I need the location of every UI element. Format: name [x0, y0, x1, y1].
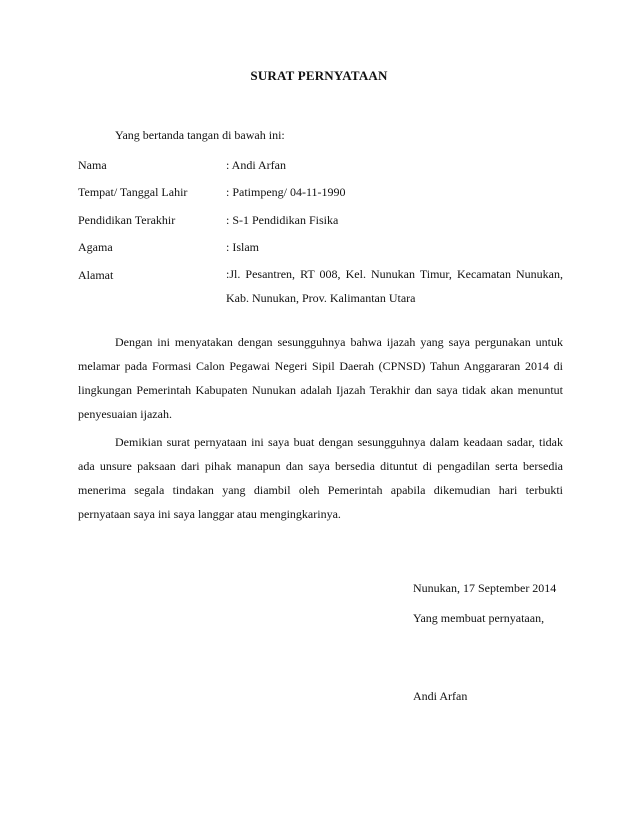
field-label-pendidikan: Pendidikan Terakhir — [78, 213, 176, 227]
document-title: SURAT PERNYATAAN — [250, 68, 388, 83]
field-value-agama: : Islam — [226, 240, 259, 254]
field-value-alamat: :Jl. Pesantren, RT 008, Kel. Nunukan Timur, Kecamatan Nunukan, Kab. Nunukan, Prov. Kalimantan Utara — [226, 267, 563, 305]
signatory-name: Andi Arfan — [413, 689, 468, 703]
closing-paragraph: Demikian surat pernyataan ini saya buat dengan sesungguhnya dalam keadaan sadar, tidak ada unsure paksaan dari pihak manapun dan saya bersedia dituntut di pengadilan serta bersedia menerima segala tindakan yang diambil oleh Pemerintah apabila dikemudian hari terbukti pernyataan saya ini saya langgar atau mengingkarinya. — [78, 435, 563, 521]
field-value-nama: : Andi Arfan — [226, 158, 286, 172]
signature-place-date: Nunukan, 17 September 2014 — [413, 581, 557, 595]
field-label-agama: Agama — [78, 240, 113, 254]
field-value-tempat-tanggal-lahir: : Patimpeng/ 04-11-1990 — [226, 185, 346, 199]
field-label-nama: Nama — [78, 158, 107, 172]
field-label-alamat: Alamat — [78, 268, 114, 282]
statement-paragraph: Dengan ini menyatakan dengan sesungguhnya bahwa ijazah yang saya pergunakan untuk melamar pada Formasi Calon Pegawai Negeri Sipil Daerah (CPNSD) Tahun Anggararan 2014 di lingkungan Pemerintah Kabupaten Nunukan adalah Ijazah Terakhir dan saya tidak akan menuntut penyesuaian ijazah. — [78, 335, 563, 421]
signature-caption: Yang membuat pernyataan, — [413, 611, 545, 625]
intro-text: Yang bertanda tangan di bawah ini: — [115, 128, 285, 142]
field-value-pendidikan: : S-1 Pendidikan Fisika — [226, 213, 339, 227]
field-label-tempat-tanggal-lahir: Tempat/ Tanggal Lahir — [78, 185, 188, 199]
